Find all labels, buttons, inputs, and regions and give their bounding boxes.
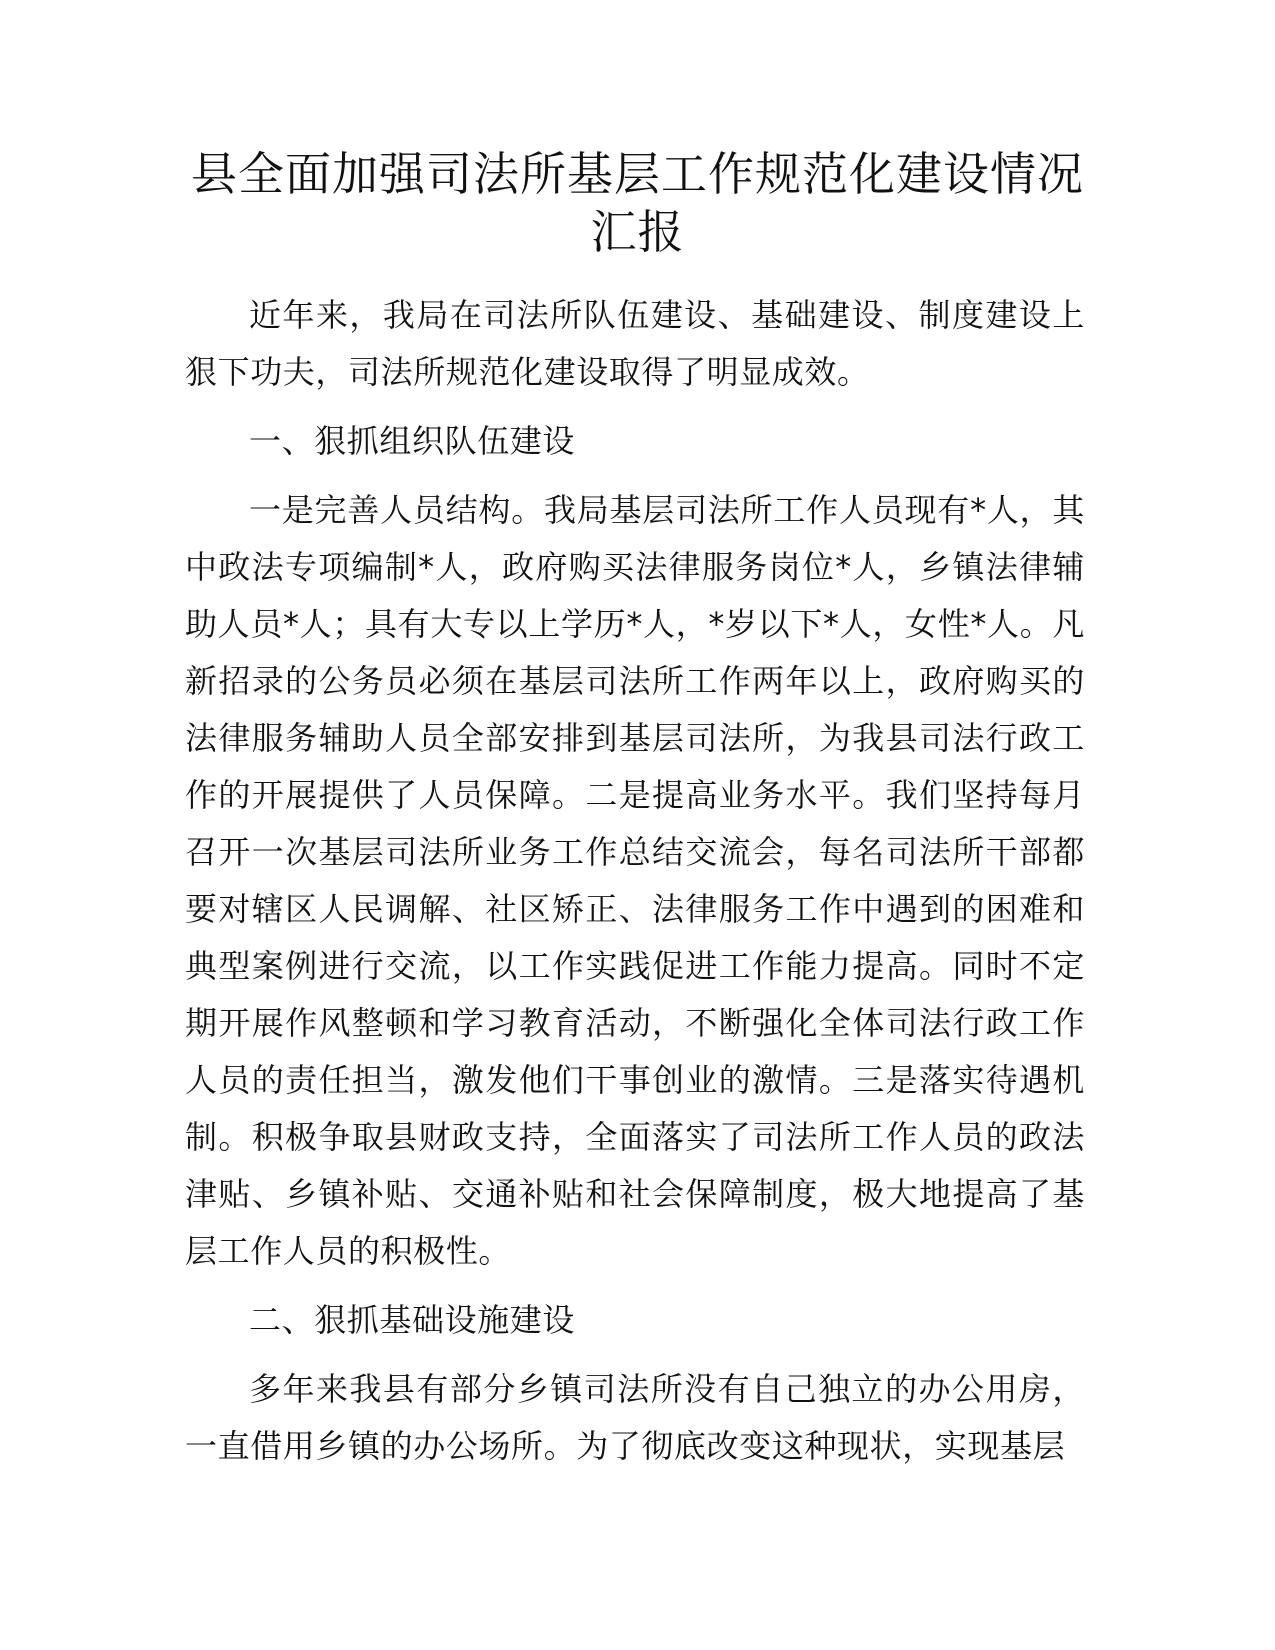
section-1-heading: 一、狠抓组织队伍建设 <box>249 422 576 460</box>
section-2-paragraph: 多年来我县有部分乡镇司法所没有自己独立的办公用房，一直借用乡镇的办公场所。为了彻底改变这种现状，实现基层 <box>185 1370 1085 1465</box>
document-title: 县全面加强司法所基层工作规范化建设情况汇报 <box>191 147 1084 259</box>
intro-paragraph: 近年来，我局在司法所队伍建设、基础建设、制度建设上狠下功夫，司法所规范化建设取得了明显成效。 <box>185 296 1085 391</box>
document-body <box>185 287 1085 1475</box>
section-2-heading: 二、狠抓基础设施建设 <box>249 1301 576 1339</box>
section-1-paragraph: 一是完善人员结构。我局基层司法所工作人员现有*人，其中政法专项编制*人，政府购买法律服务岗位*人，乡镇法律辅助人员*人；具有大专以上学历*人，*岁以下*人，女性*人。凡新招录的公务员必须在基层司法所工作两年以上，政府购买的法律服务辅助人员全部安排到基层司法所，为我县司法行政工作的开展提供了人员保障。二是提高业务水平。我们坚持每月召开一次基层司法所业务工作总结交流会，每名司法所干部都要对辖区人民调解、社区矫正、法律服务工作中遇到的困难和典型案例进行交流，以工作实践促进工作能力提高。同时不定期开展作风整顿和学习教育活动，不断强化全体司法行政工作人员的责任担当，激发他们干事创业的激情。三是落实待遇机制。积极争取县财政支持，全面落实了司法所工作人员的政法津贴、乡镇补贴、交通补贴和社会保障制度，极大地提高了基层工作人员的积极性。 <box>185 491 1085 1270</box>
